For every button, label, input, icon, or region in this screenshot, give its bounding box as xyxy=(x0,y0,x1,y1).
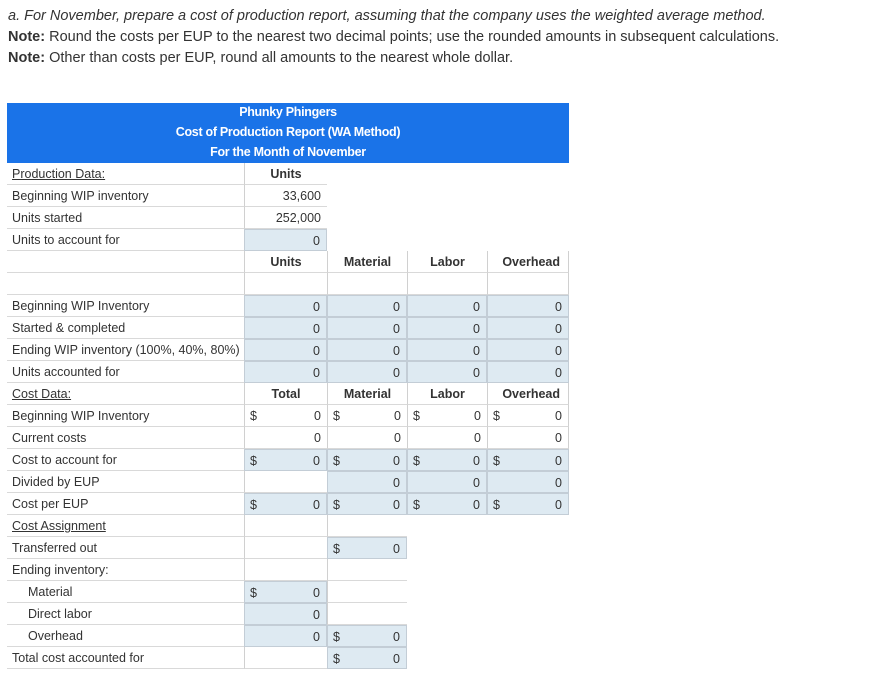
table-row xyxy=(7,295,569,317)
table-row xyxy=(7,537,569,559)
table-row xyxy=(7,273,569,295)
cost-labor-header: Labor xyxy=(407,383,487,405)
table-row xyxy=(7,361,569,383)
value: 0 xyxy=(394,409,401,423)
value: 0 xyxy=(393,498,400,512)
row-label: Units started xyxy=(7,207,244,229)
dollar-sign: $ xyxy=(250,409,257,423)
ending-overhead-input[interactable]: 0 xyxy=(244,625,327,647)
dollar-sign: $ xyxy=(250,454,257,468)
table-row xyxy=(7,647,569,669)
row-label: Total cost accounted for xyxy=(7,647,244,669)
report-period: For the Month of November xyxy=(210,145,366,159)
cost-material-header: Material xyxy=(327,383,407,405)
row-label: Overhead xyxy=(7,625,244,647)
cost-assignment-heading: Cost Assignment xyxy=(7,515,244,537)
overhead-eup-input[interactable]: 0 xyxy=(487,471,569,493)
dollar-sign: $ xyxy=(493,454,500,468)
company-name: Phunky Phingers xyxy=(239,105,337,119)
ending-material-input[interactable] xyxy=(244,581,327,603)
eup-labor-input[interactable]: 0 xyxy=(407,361,487,383)
row-label xyxy=(7,273,244,295)
instruction-note-2 xyxy=(8,48,863,69)
value: 0 xyxy=(555,409,562,423)
empty-cell xyxy=(244,647,327,669)
total-cost-input[interactable] xyxy=(244,449,327,471)
dollar-sign: $ xyxy=(333,454,340,468)
overhead-per-eup-input[interactable] xyxy=(487,493,569,515)
value: 0 xyxy=(313,586,320,600)
row-label: Transferred out xyxy=(7,537,244,559)
overhead-cost-cell xyxy=(487,405,569,427)
material-cost-input[interactable] xyxy=(327,449,407,471)
table-row xyxy=(7,427,569,449)
dollar-sign: $ xyxy=(333,652,340,666)
total-cost-accounted-input[interactable] xyxy=(327,647,407,669)
units-to-account-input[interactable]: 0 xyxy=(244,229,327,251)
dollar-sign: $ xyxy=(333,630,340,644)
labor-eup-input[interactable]: 0 xyxy=(407,471,487,493)
table-row xyxy=(7,383,569,405)
row-label: Current costs xyxy=(7,427,244,449)
value: 0 xyxy=(473,498,480,512)
units-header: Units xyxy=(244,163,327,185)
note-text: Other than costs per EUP, round all amounts to the nearest whole dollar. xyxy=(45,50,514,66)
value: 0 xyxy=(393,542,400,556)
row-label: Cost to account for xyxy=(7,449,244,471)
material-cost-cell: 0 xyxy=(327,427,407,449)
empty-cell xyxy=(327,603,407,625)
row-label: Ending inventory: xyxy=(7,559,244,581)
row-label: Units accounted for xyxy=(7,361,244,383)
row-label: Cost per EUP xyxy=(7,493,244,515)
value: 0 xyxy=(393,652,400,666)
empty-cell xyxy=(327,273,407,295)
total-cost-cell: 0 xyxy=(244,427,327,449)
instruction-line: a. For November, prepare a cost of production report, assuming that the company uses the weighted average method. xyxy=(8,8,766,24)
material-per-eup-input[interactable] xyxy=(327,493,407,515)
transferred-out-input[interactable] xyxy=(327,537,407,559)
instruction-note-1 xyxy=(8,27,863,48)
row-label: Beginning WIP inventory xyxy=(7,185,244,207)
eup-material-input[interactable]: 0 xyxy=(327,317,407,339)
value: 0 xyxy=(473,454,480,468)
eup-material-input[interactable]: 0 xyxy=(327,339,407,361)
eup-units-input[interactable]: 0 xyxy=(244,361,327,383)
dollar-sign: $ xyxy=(413,498,420,512)
row-label xyxy=(7,251,244,273)
value: 0 xyxy=(474,409,481,423)
material-eup-input[interactable]: 0 xyxy=(327,471,407,493)
value: 0 xyxy=(313,454,320,468)
report-title: Cost of Production Report (WA Method) xyxy=(175,125,401,139)
total-per-eup-input[interactable] xyxy=(244,493,327,515)
ending-labor-input[interactable]: 0 xyxy=(244,603,327,625)
cost-overhead-header: Overhead xyxy=(487,383,569,405)
table-row xyxy=(7,603,569,625)
labor-cost-cell xyxy=(407,405,487,427)
labor-cost-input[interactable] xyxy=(407,449,487,471)
eup-overhead-input[interactable]: 0 xyxy=(487,339,569,361)
value: 0 xyxy=(555,454,562,468)
table-row xyxy=(7,339,569,361)
table-row xyxy=(7,163,569,185)
value: 0 xyxy=(555,498,562,512)
dollar-sign: $ xyxy=(333,498,340,512)
table-row xyxy=(7,449,569,471)
row-label: Units to account for xyxy=(7,229,244,251)
note-label: Note: xyxy=(8,50,46,66)
empty-cell xyxy=(407,273,487,295)
dollar-sign: $ xyxy=(493,498,500,512)
row-label: Direct labor xyxy=(7,603,244,625)
eup-overhead-input[interactable]: 0 xyxy=(487,317,569,339)
eup-units-input[interactable]: 0 xyxy=(244,339,327,361)
units-started: 252,000 xyxy=(244,207,327,229)
dollar-sign: $ xyxy=(493,409,500,423)
table-row xyxy=(7,405,569,427)
table-row xyxy=(7,229,569,251)
eup-material-input[interactable]: 0 xyxy=(327,295,407,317)
table-row xyxy=(7,317,569,339)
report-header xyxy=(7,103,569,163)
dollar-sign: $ xyxy=(413,454,420,468)
row-label: Beginning WIP Inventory xyxy=(7,295,244,317)
table-row xyxy=(7,493,569,515)
eup-material-header: Material xyxy=(327,251,407,273)
row-label: Beginning WIP Inventory xyxy=(7,405,244,427)
value: 0 xyxy=(393,630,400,644)
row-label: Started & completed xyxy=(7,317,244,339)
row-label: Ending WIP inventory (100%, 40%, 80%) xyxy=(7,339,244,361)
total-cost-cell xyxy=(244,405,327,427)
row-label: Divided by EUP xyxy=(7,471,244,493)
cost-data-heading: Cost Data: xyxy=(7,383,244,405)
eup-units-input[interactable]: 0 xyxy=(244,317,327,339)
empty-cell xyxy=(487,273,569,295)
instructions xyxy=(8,6,863,69)
production-data-heading: Production Data: xyxy=(7,163,244,185)
table-row xyxy=(7,625,569,647)
table-row xyxy=(7,207,569,229)
dollar-sign: $ xyxy=(333,409,340,423)
note-label: Note: xyxy=(8,29,46,45)
ending-inventory-total-input[interactable] xyxy=(327,625,407,647)
note-text: Round the costs per EUP to the nearest two decimal points; use the rounded amounts in subsequent calculations. xyxy=(45,29,780,45)
empty-cell xyxy=(244,559,327,581)
empty-cell xyxy=(327,515,407,537)
labor-per-eup-input[interactable] xyxy=(407,493,487,515)
material-cost-cell xyxy=(327,405,407,427)
row-label: Material xyxy=(7,581,244,603)
eup-overhead-input[interactable]: 0 xyxy=(487,295,569,317)
labor-cost-cell: 0 xyxy=(407,427,487,449)
empty-cell xyxy=(244,515,327,537)
eup-material-input[interactable]: 0 xyxy=(327,361,407,383)
empty-cell xyxy=(244,537,327,559)
eup-labor-input[interactable]: 0 xyxy=(407,339,487,361)
empty-cell xyxy=(244,471,327,493)
dollar-sign: $ xyxy=(250,498,257,512)
eup-overhead-input[interactable]: 0 xyxy=(487,361,569,383)
eup-overhead-header: Overhead xyxy=(487,251,569,273)
table-row xyxy=(7,559,569,581)
table-row xyxy=(7,251,569,273)
table-row xyxy=(7,471,569,493)
eup-units-header: Units xyxy=(244,251,327,273)
table-row xyxy=(7,515,569,537)
overhead-cost-cell: 0 xyxy=(487,427,569,449)
dollar-sign: $ xyxy=(413,409,420,423)
value: 0 xyxy=(314,409,321,423)
dollar-sign: $ xyxy=(333,542,340,556)
eup-labor-header: Labor xyxy=(407,251,487,273)
empty-cell xyxy=(327,559,407,581)
dollar-sign: $ xyxy=(250,586,257,600)
eup-labor-input[interactable]: 0 xyxy=(407,295,487,317)
value: 0 xyxy=(393,454,400,468)
overhead-cost-input[interactable] xyxy=(487,449,569,471)
value: 0 xyxy=(313,498,320,512)
beginning-wip-units: 33,600 xyxy=(244,185,327,207)
cost-total-header: Total xyxy=(244,383,327,405)
empty-cell xyxy=(244,273,327,295)
eup-labor-input[interactable]: 0 xyxy=(407,317,487,339)
empty-cell xyxy=(327,581,407,603)
table-row xyxy=(7,185,569,207)
eup-units-input[interactable]: 0 xyxy=(244,295,327,317)
table-row xyxy=(7,581,569,603)
